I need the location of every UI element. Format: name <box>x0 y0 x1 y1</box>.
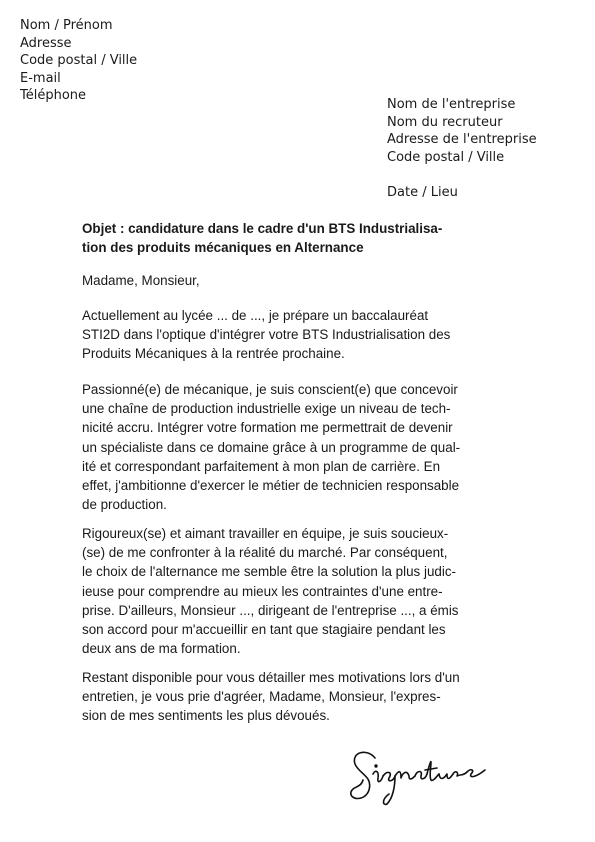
text-line: Produits Mécaniques à la rentrée prochaine. <box>82 346 345 362</box>
sender-email: E-mail <box>20 70 61 86</box>
text-line: Rigoureux(se) et aimant travailler en équipe, je suis soucieux- <box>82 526 449 541</box>
recipient-block <box>387 96 537 166</box>
recipient-recruiter: Nom du recruteur <box>387 114 503 130</box>
text-line: entretien, je vous prie d'agréer, Madame, Monsieur, l'expres- <box>82 689 441 705</box>
text-line: ité et correspondant parfaitement à mon plan de carrière. En <box>82 458 441 474</box>
text-line: ieuse pour comprendre au mieux les contraintes d'une entre- <box>82 583 443 599</box>
text-line: prise. D'ailleurs, Monsieur ..., dirigeant de l'entreprise ..., a émis <box>82 602 459 618</box>
sender-postcode-city: Code postal / Ville <box>20 53 138 69</box>
sender-name: Nom / Prénom <box>20 18 113 33</box>
text-line: Restant disponible pour vous détailler mes motivations lors d'un <box>82 670 460 685</box>
text-line: le choix de l'alternance me semble être la solution la plus judic- <box>82 564 456 580</box>
text-line: un spécialiste dans ce domaine grâce à un programme de qual- <box>82 439 461 455</box>
salutation: Madame, Monsieur, <box>82 273 200 288</box>
sender-block <box>20 17 137 105</box>
recipient-address: Adresse de l'entreprise <box>387 132 537 148</box>
text-line: Actuellement au lycée ... de ..., je prépare un baccalauréat <box>82 308 429 323</box>
text-line: sion de mes sentiments les plus dévoués. <box>82 708 330 724</box>
sender-address: Adresse <box>20 35 72 51</box>
paragraph-1 <box>82 306 522 364</box>
text-line: nicité accru. Intégrer votre formation me permettrait de devenir <box>82 420 453 436</box>
text-line: son accord pour m'accueillir en tant que stagiaire pendant les <box>82 622 446 638</box>
text-line: de production. <box>82 497 167 513</box>
paragraph-3 <box>82 524 522 658</box>
handwritten-signature <box>345 740 505 810</box>
sender-phone: Téléphone <box>20 88 87 104</box>
recipient-company: Nom de l'entreprise <box>387 97 516 112</box>
letter-subject <box>82 219 522 257</box>
paragraph-2 <box>82 380 522 514</box>
subject-line: Objet : candidature dans le cadre d'un BTS Industrialisa- <box>82 221 443 236</box>
text-line: deux ans de ma formation. <box>82 641 241 657</box>
text-line: une chaîne de production industrielle exige un niveau de tech- <box>82 401 451 417</box>
text-line: effet, j'ambitionne d'exercer le métier de technicien responsable <box>82 478 460 494</box>
date-place: Date / Lieu <box>387 185 458 200</box>
text-line: Passionné(e) de mécanique, je suis conscient(e) que concevoir <box>82 382 458 397</box>
subject-line: tion des produits mécaniques en Alternance <box>82 240 364 256</box>
recipient-postcode-city: Code postal / Ville <box>387 149 505 165</box>
paragraph-4 <box>82 668 522 726</box>
text-line: (se) de me confronter à la réalité du marché. Par conséquent, <box>82 545 448 561</box>
text-line: STI2D dans l'optique d'intégrer votre BTS Industrialisation des <box>82 327 451 343</box>
